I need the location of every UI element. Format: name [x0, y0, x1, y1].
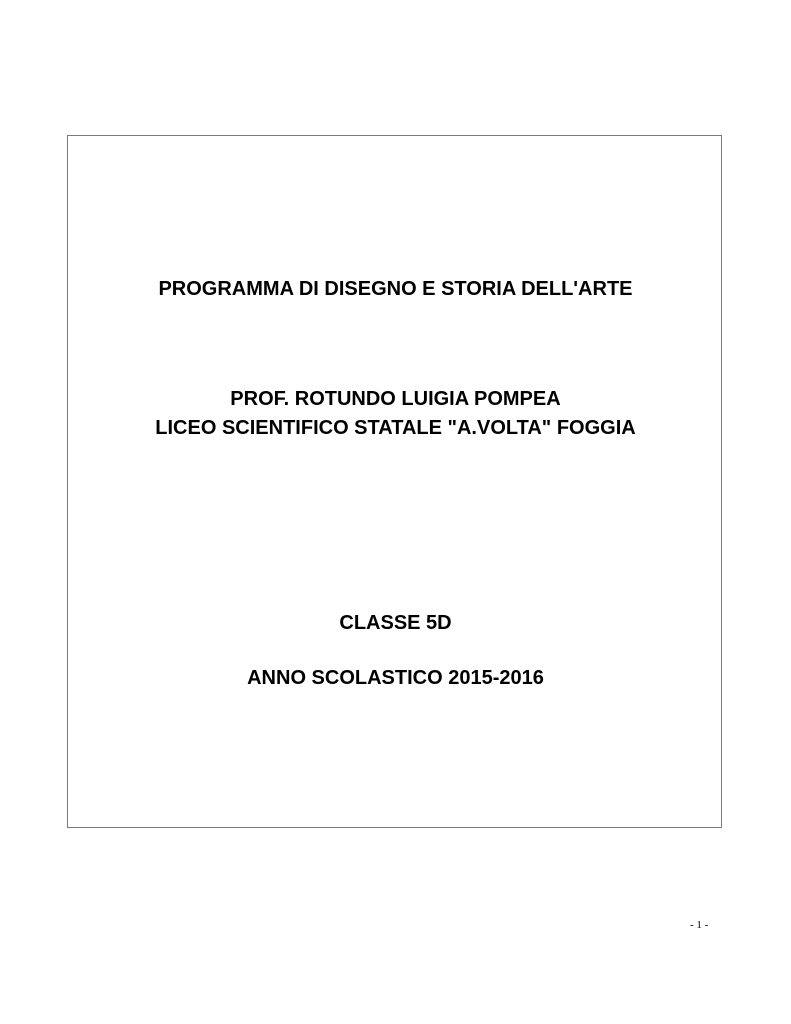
cover-frame — [67, 135, 722, 828]
school-year: ANNO SCOLASTICO 2015-2016 — [247, 667, 544, 689]
document-title: PROGRAMMA DI DISEGNO E STORIA DELL'ARTE — [158, 278, 633, 300]
page-number: - 1 - — [690, 919, 709, 931]
class-label: CLASSE 5D — [339, 612, 452, 634]
teacher-name: PROF. ROTUNDO LUIGIA POMPEA — [230, 388, 561, 410]
school-name: LICEO SCIENTIFICO STATALE "A.VOLTA" FOGGIA — [155, 417, 636, 439]
